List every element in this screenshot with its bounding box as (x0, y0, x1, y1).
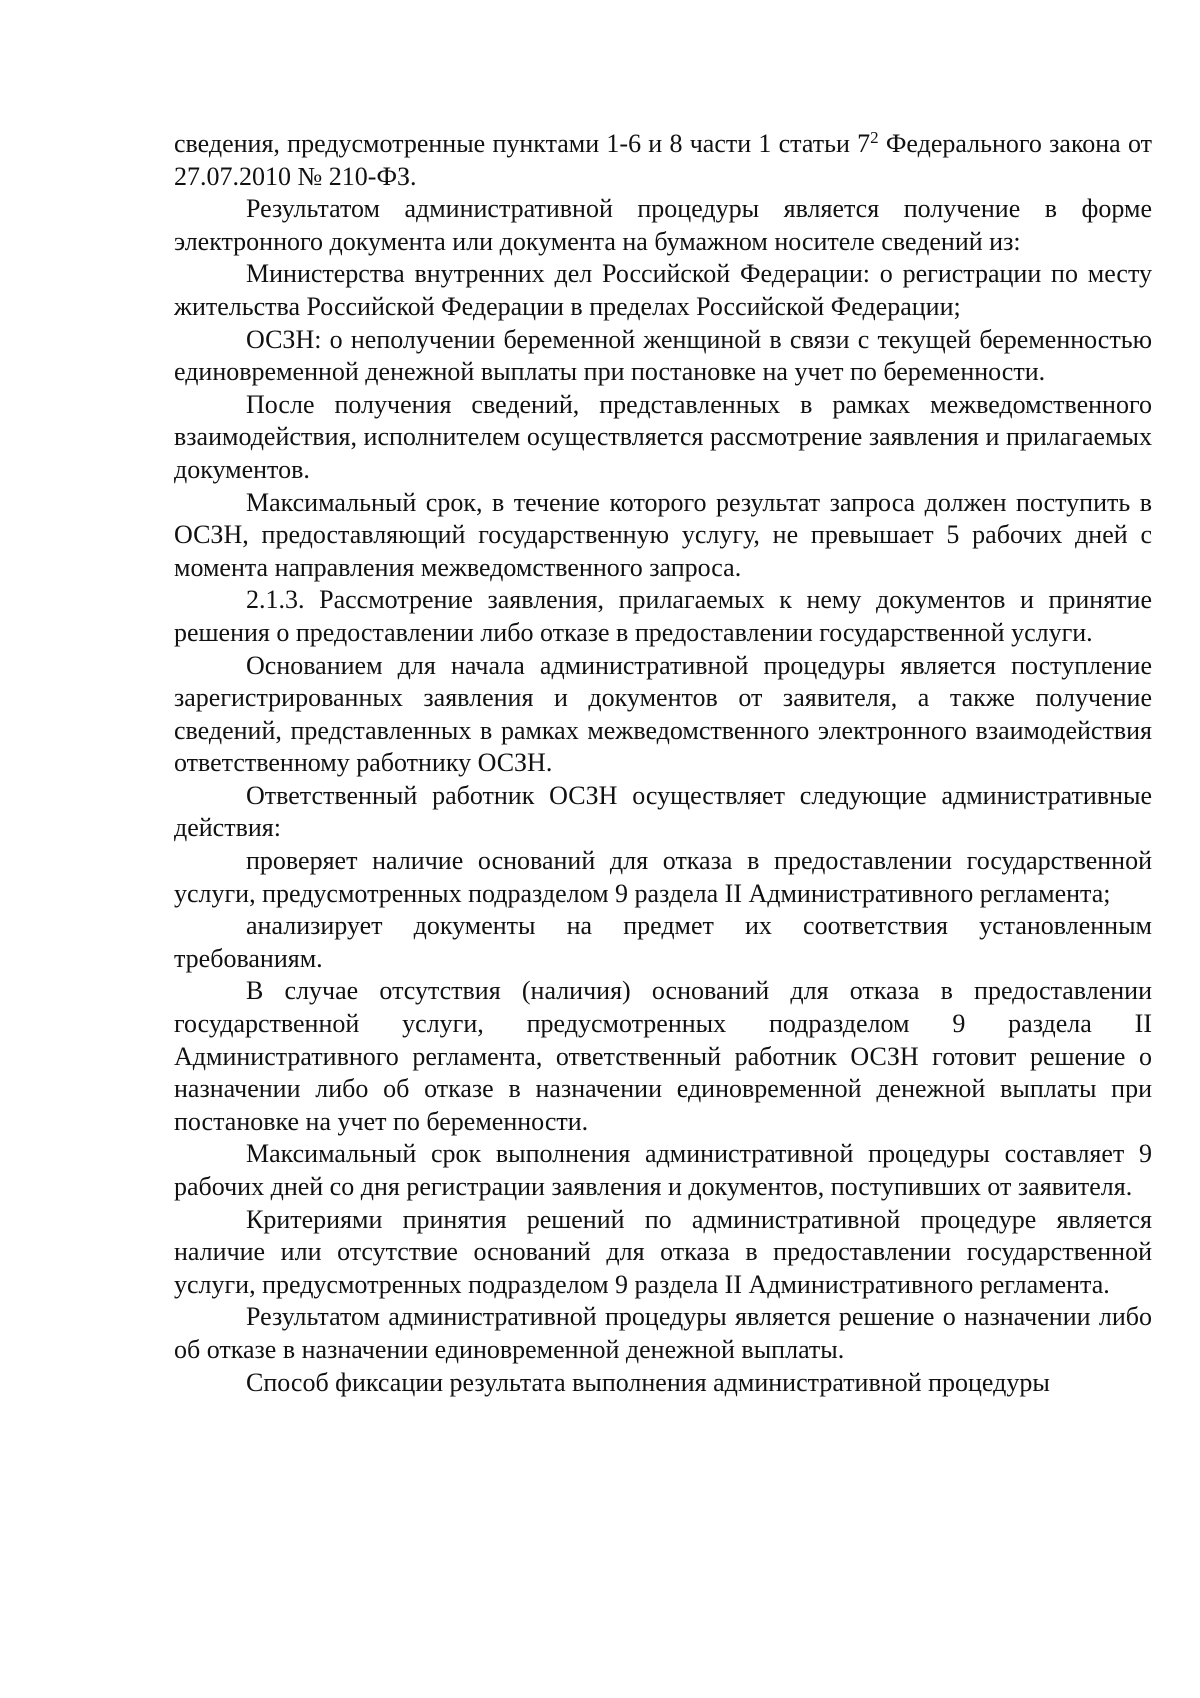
paragraph-responsible-actions: Ответственный работник ОСЗН осуществляет следующие административные действия: (174, 780, 1152, 843)
paragraph-continuation (174, 128, 1152, 193)
paragraph-procedure-result: Результатом административной процедуры является получение в форме электронного документа или документа на бумажном носителе сведений из: (174, 194, 1152, 256)
paragraph-text: сведения, предусмотренные пунктами 1-6 и 8 части 1 статьи 7 (174, 129, 871, 158)
paragraph-after-receipt: После получения сведений, представленных в рамках межведомственного взаимодействия, исполнителем осуществляется рассмотрение заявления и прилагаемых документов. (174, 389, 1152, 484)
paragraph-oszn-info: ОСЗН: о неполучении беременной женщиной в связи с текущей беременностью единовременной денежной выплаты при постановке на учет по беременности. (174, 324, 1152, 387)
paragraph-fixation-method: Способ фиксации результата выполнения административной процедуры (246, 1367, 1050, 1397)
paragraph-result: Результатом административной процедуры является решение о назначении либо об отказе в назначении единовременной денежной выплаты. (174, 1302, 1152, 1364)
paragraph-text: Федерального закона от 27.07.2010 № 210-ФЗ. (174, 129, 1152, 191)
paragraph-decision-prep: В случае отсутствия (наличия) оснований для отказа в предоставлении государственной услуги, предусмотренных подразделом 9 раздела II Административного регламента, ответственный работник ОСЗН готовит решение о назначении либо об отказе в назначении единовременной денежной выплаты при постановке на учет по беременности. (174, 976, 1152, 1136)
paragraph-criteria: Критериями принятия решений по административной процедуре является наличие или отсутствие оснований для отказа в предоставлении государственной услуги, предусмотренных подразделом 9 раздела II Административного регламента. (174, 1204, 1152, 1299)
paragraph-max-term-procedure: Максимальный срок выполнения административной процедуры составляет 9 рабочих дней со дня регистрации заявления и документов, поступивших от заявителя. (174, 1139, 1152, 1201)
paragraph-basis: Основанием для начала административной процедуры является поступление зарегистрированных заявления и документов от заявителя, а также получение сведений, представленных в рамках межведомственного электронного взаимодействия ответственному работнику ОСЗН. (174, 650, 1152, 778)
paragraph-checks-grounds: проверяет наличие оснований для отказа в предоставлении государственной услуги, предусмотренных подразделом 9 раздела II Административного регламента; (174, 846, 1152, 908)
paragraph-max-term-request: Максимальный срок, в течение которого результат запроса должен поступить в ОСЗН, предоставляющий государственную услугу, не превышает 5 рабочих дней с момента направления межведомственного запроса. (174, 487, 1152, 582)
paragraph-mvd-info: Министерства внутренних дел Российской Федерации: о регистрации по месту жительства Российской Федерации в пределах Российской Федерации; (174, 259, 1152, 321)
paragraph-analyzes-documents: анализирует документы на предмет их соответствия установленным требованиям. (174, 911, 1152, 973)
superscript-index: 2 (870, 128, 879, 147)
section-heading-2-1-3: 2.1.3. Рассмотрение заявления, прилагаемых к нему документов и принятие решения о предоставлении либо отказе в предоставлении государственной услуги. (174, 585, 1152, 647)
document-page (174, 128, 1152, 1399)
